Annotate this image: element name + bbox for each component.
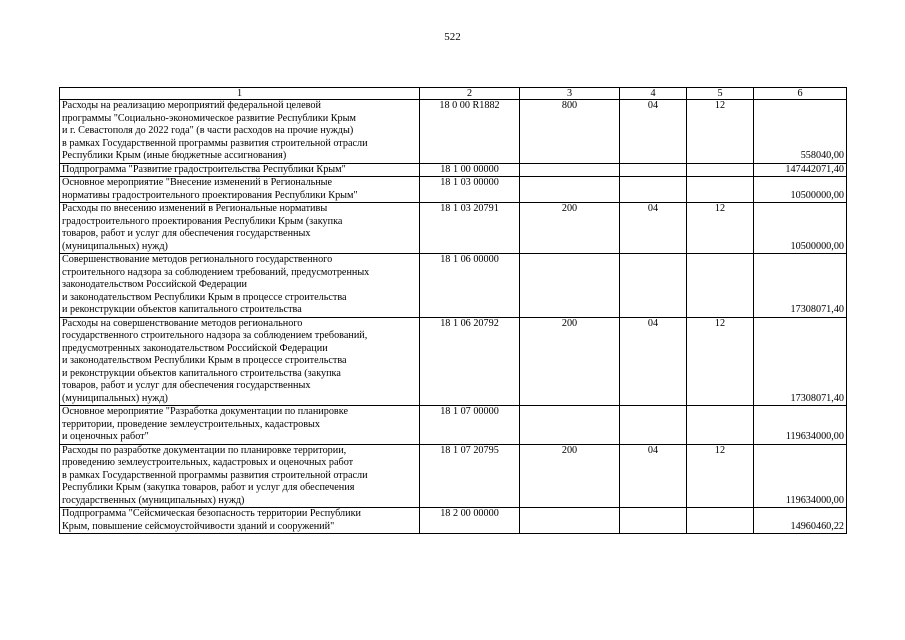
row-subsection: 12 bbox=[687, 100, 754, 164]
budget-table bbox=[59, 87, 847, 534]
row-expense-type: 200 bbox=[520, 203, 620, 254]
row-subsection bbox=[687, 163, 754, 177]
row-amount: 119634000,00 bbox=[754, 444, 847, 508]
row-amount: 119634000,00 bbox=[754, 406, 847, 445]
row-section bbox=[620, 163, 687, 177]
row-section bbox=[620, 177, 687, 203]
row-subsection bbox=[687, 177, 754, 203]
header-col-2: 2 bbox=[420, 88, 520, 100]
row-subsection bbox=[687, 254, 754, 318]
row-code: 18 2 00 00000 bbox=[420, 508, 520, 534]
row-expense-type bbox=[520, 177, 620, 203]
row-description: Расходы на реализацию мероприятий федеральной целевой программы "Социально-экономическое развитие Республики Крым и г. Севастополя до 2022 года" (в части расходов на прочие нужды) в рамках Государственной программы развития строительной отрасли Республики Крым (иные бюджетные ассигнования) bbox=[60, 100, 420, 164]
row-expense-type bbox=[520, 508, 620, 534]
header-row bbox=[60, 88, 847, 100]
row-code: 18 1 03 00000 bbox=[420, 177, 520, 203]
row-code: 18 0 00 R1882 bbox=[420, 100, 520, 164]
table-row bbox=[60, 254, 847, 318]
row-subsection: 12 bbox=[687, 444, 754, 508]
row-section: 04 bbox=[620, 100, 687, 164]
header-col-1: 1 bbox=[60, 88, 420, 100]
row-description: Расходы на совершенствование методов регионального государственного строительного надзора за соблюдением требований, предусмотренных законодательством Российской Федерации и законодательством Республики Крым в процессе строительства и реконструкции объектов капитального строительства (закупка товаров, работ и услуг для обеспечения государственных (муниципальных) нужд) bbox=[60, 317, 420, 406]
row-section bbox=[620, 254, 687, 318]
row-amount: 17308071,40 bbox=[754, 254, 847, 318]
row-code: 18 1 07 00000 bbox=[420, 406, 520, 445]
table-row bbox=[60, 406, 847, 445]
table-row bbox=[60, 177, 847, 203]
row-description: Расходы по внесению изменений в Региональные нормативы градостроительного проектирования Республики Крым (закупка товаров, работ и услуг для обеспечения государственных (муниципальных) нужд) bbox=[60, 203, 420, 254]
row-expense-type bbox=[520, 254, 620, 318]
row-description: Расходы по разработке документации по планировке территории, проведению землеустроительных, кадастровых и оценочных работ в рамках Государственной программы развития строительной отрасли Республики Крым (закупка товаров, работ и услуг для обеспечения государственных (муниципальных) нужд) bbox=[60, 444, 420, 508]
row-expense-type: 200 bbox=[520, 317, 620, 406]
row-section: 04 bbox=[620, 203, 687, 254]
row-code: 18 1 07 20795 bbox=[420, 444, 520, 508]
row-amount: 10500000,00 bbox=[754, 177, 847, 203]
row-subsection bbox=[687, 508, 754, 534]
row-section bbox=[620, 508, 687, 534]
row-section bbox=[620, 406, 687, 445]
table-row bbox=[60, 203, 847, 254]
row-description: Основное мероприятие "Разработка документации по планировке территории, проведение землеустроительных, кадастровых и оценочных работ" bbox=[60, 406, 420, 445]
table-row bbox=[60, 444, 847, 508]
row-amount: 10500000,00 bbox=[754, 203, 847, 254]
row-expense-type bbox=[520, 163, 620, 177]
row-section: 04 bbox=[620, 444, 687, 508]
row-subsection bbox=[687, 406, 754, 445]
header-col-5: 5 bbox=[687, 88, 754, 100]
row-amount: 558040,00 bbox=[754, 100, 847, 164]
row-amount: 14960460,22 bbox=[754, 508, 847, 534]
row-subsection: 12 bbox=[687, 317, 754, 406]
row-amount: 147442071,40 bbox=[754, 163, 847, 177]
row-description: Подпрограмма "Сейсмическая безопасность территории Республики Крым, повышение сейсмоустойчивости зданий и сооружений" bbox=[60, 508, 420, 534]
row-expense-type bbox=[520, 406, 620, 445]
table-row bbox=[60, 508, 847, 534]
table-row bbox=[60, 100, 847, 164]
row-section: 04 bbox=[620, 317, 687, 406]
row-expense-type: 200 bbox=[520, 444, 620, 508]
header-col-3: 3 bbox=[520, 88, 620, 100]
header-col-6: 6 bbox=[754, 88, 847, 100]
row-subsection: 12 bbox=[687, 203, 754, 254]
row-code: 18 1 03 20791 bbox=[420, 203, 520, 254]
row-code: 18 1 00 00000 bbox=[420, 163, 520, 177]
row-amount: 17308071,40 bbox=[754, 317, 847, 406]
row-code: 18 1 06 00000 bbox=[420, 254, 520, 318]
header-col-4: 4 bbox=[620, 88, 687, 100]
row-expense-type: 800 bbox=[520, 100, 620, 164]
row-code: 18 1 06 20792 bbox=[420, 317, 520, 406]
table-row bbox=[60, 163, 847, 177]
row-description: Основное мероприятие "Внесение изменений в Региональные нормативы градостроительного проектирования Республики Крым" bbox=[60, 177, 420, 203]
row-description: Подпрограмма "Развитие градостроительства Республики Крым" bbox=[60, 163, 420, 177]
row-description: Совершенствование методов регионального государственного строительного надзора за соблюдением требований, предусмотренных законодательством Российской Федерации и законодательством Республики Крым в процессе строительства и реконструкции объектов капитального строительства bbox=[60, 254, 420, 318]
table-row bbox=[60, 317, 847, 406]
page-number: 522 bbox=[444, 31, 461, 43]
